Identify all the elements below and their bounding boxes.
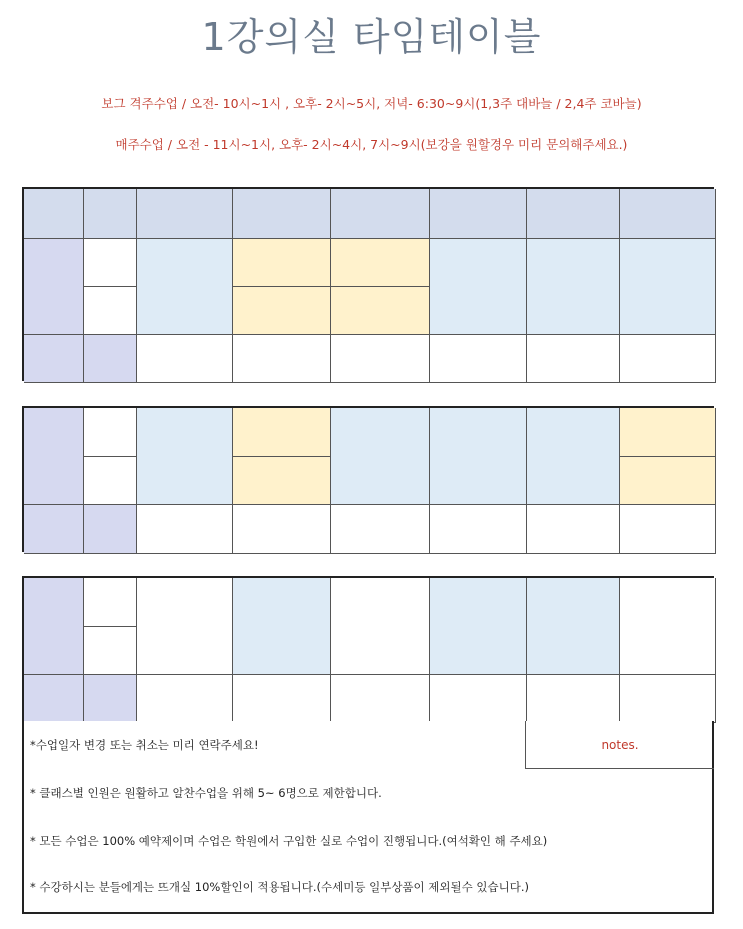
schedule-info-weekly: 매주수업 / 오전 - 11시~1시, 오후- 2시~4시, 7시~9시(보강을 원할경우 미리 문의해주세요.)	[115, 137, 628, 152]
timetable-block-3	[22, 576, 714, 721]
teacher-cell	[527, 505, 620, 554]
class-cell	[527, 239, 620, 335]
class-cell	[620, 578, 716, 675]
header-day	[527, 189, 620, 239]
class-cell	[527, 578, 620, 675]
teacher-cell	[430, 675, 527, 723]
class-label	[24, 239, 84, 335]
class-cell-top	[233, 239, 331, 287]
week-2-4	[84, 287, 137, 335]
notes-section	[22, 721, 714, 914]
teacher-label-spacer	[84, 335, 137, 383]
class-cell	[233, 578, 331, 675]
teacher-label-spacer	[84, 505, 137, 554]
teacher-cell	[527, 675, 620, 723]
teacher-cell	[233, 505, 331, 554]
note-line: * 클래스별 인원은 원활하고 알찬수업을 위해 5~ 6명으로 제한합니다.	[30, 786, 382, 800]
class-cell	[527, 408, 620, 505]
teacher-label-spacer	[84, 675, 137, 723]
teacher-label	[24, 335, 84, 383]
class-cell	[430, 239, 527, 335]
class-cell	[137, 239, 233, 335]
teacher-cell	[620, 505, 716, 554]
teacher-cell	[137, 505, 233, 554]
teacher-cell	[137, 335, 233, 383]
timetable-block-1	[22, 187, 714, 381]
note-line: *수업일자 변경 또는 취소는 미리 연락주세요!	[30, 738, 259, 752]
teacher-cell	[233, 675, 331, 723]
week-2-4	[84, 627, 137, 675]
class-cell	[331, 578, 430, 675]
week-1-3	[84, 408, 137, 457]
header-day	[331, 189, 430, 239]
class-cell-top	[331, 239, 430, 287]
teacher-cell	[430, 505, 527, 554]
teacher-cell	[233, 335, 331, 383]
teacher-cell	[527, 335, 620, 383]
class-cell	[620, 239, 716, 335]
class-label	[24, 578, 84, 675]
class-cell-bottom	[233, 457, 331, 505]
class-label	[24, 408, 84, 505]
class-cell	[430, 578, 527, 675]
class-cell-bottom	[331, 287, 430, 335]
note-line: * 모든 수업은 100% 예약제이며 수업은 학원에서 구입한 실로 수업이 진행됩니다.(여석확인 해 주세요)	[30, 834, 548, 848]
page-title: 1강의실 타임테이블	[201, 15, 542, 59]
teacher-cell	[620, 675, 716, 723]
teacher-label	[24, 505, 84, 554]
class-cell	[137, 408, 233, 505]
teacher-cell	[137, 675, 233, 723]
class-cell	[137, 578, 233, 675]
header-day	[233, 189, 331, 239]
notes-label: notes.	[525, 721, 714, 769]
week-2-4	[84, 457, 137, 505]
header-week	[84, 189, 137, 239]
teacher-cell	[331, 335, 430, 383]
teacher-cell	[331, 505, 430, 554]
header-day	[620, 189, 716, 239]
schedule-info-biweekly: 보그 격주수업 / 오전- 10시~1시 , 오후- 2시~5시, 저녁- 6:30~9시(1,3주 대바늘 / 2,4주 코바늘)	[101, 96, 642, 111]
week-1-3	[84, 239, 137, 287]
teacher-label	[24, 675, 84, 723]
timetable-block-2	[22, 406, 714, 552]
teacher-cell	[331, 675, 430, 723]
teacher-cell	[620, 335, 716, 383]
class-cell-bottom	[620, 457, 716, 505]
header-corner	[24, 189, 84, 239]
class-cell-bottom	[233, 287, 331, 335]
note-line: * 수강하시는 분들에게는 뜨개실 10%할인이 적용됩니다.(수세미등 일부상품이 제외될수 있습니다.)	[30, 880, 529, 894]
header-day	[137, 189, 233, 239]
class-cell-top	[620, 408, 716, 457]
class-cell-top	[233, 408, 331, 457]
class-cell	[331, 408, 430, 505]
header-day	[430, 189, 527, 239]
teacher-cell	[430, 335, 527, 383]
class-cell	[430, 408, 527, 505]
week-1-3	[84, 578, 137, 627]
